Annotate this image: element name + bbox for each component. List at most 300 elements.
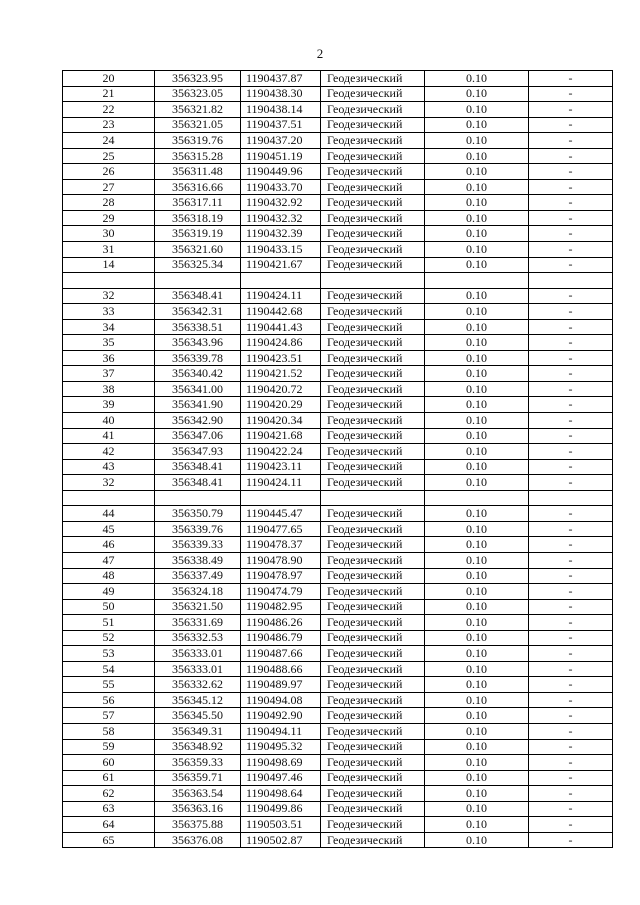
x-coordinate-cell: 356339.33 [155,537,241,553]
y-coordinate-cell: 1190489.97 [241,677,321,693]
method-cell: Геодезический [321,521,425,537]
y-coordinate-cell: 1190488.66 [241,661,321,677]
table-row [63,475,613,491]
table-row [63,646,613,662]
table-row [63,86,613,102]
note-cell [529,490,613,506]
point-number-cell: 51 [63,615,155,631]
method-cell: Геодезический [321,723,425,739]
y-coordinate-cell: 1190486.26 [241,615,321,631]
x-coordinate-cell: 356341.00 [155,381,241,397]
method-cell: Геодезический [321,552,425,568]
table-row [63,537,613,553]
accuracy-cell: 0.10 [425,832,529,848]
accuracy-cell: 0.10 [425,210,529,226]
table-row [63,117,613,133]
accuracy-cell: 0.10 [425,708,529,724]
accuracy-cell: 0.10 [425,506,529,522]
accuracy-cell: 0.10 [425,381,529,397]
y-coordinate-cell: 1190478.97 [241,568,321,584]
note-cell: - [529,552,613,568]
note-cell: - [529,459,613,475]
note-cell: - [529,86,613,102]
point-number-cell: 46 [63,537,155,553]
table-row [63,179,613,195]
y-coordinate-cell: 1190424.11 [241,475,321,491]
table-row [63,801,613,817]
y-coordinate-cell: 1190498.64 [241,786,321,802]
note-cell: - [529,801,613,817]
table-row [63,288,613,304]
accuracy-cell: 0.10 [425,739,529,755]
method-cell: Геодезический [321,475,425,491]
method-cell: Геодезический [321,117,425,133]
y-coordinate-cell: 1190421.68 [241,428,321,444]
accuracy-cell: 0.10 [425,770,529,786]
note-cell: - [529,584,613,600]
x-coordinate-cell: 356359.33 [155,755,241,771]
table-row [63,242,613,258]
note-cell: - [529,832,613,848]
method-cell: Геодезический [321,210,425,226]
point-number-cell: 49 [63,584,155,600]
x-coordinate-cell: 356332.53 [155,630,241,646]
table-row [63,615,613,631]
x-coordinate-cell: 356315.28 [155,148,241,164]
point-number-cell: 27 [63,179,155,195]
note-cell: - [529,568,613,584]
note-cell: - [529,770,613,786]
note-cell: - [529,646,613,662]
point-number-cell: 63 [63,801,155,817]
note-cell: - [529,755,613,771]
x-coordinate-cell: 356324.18 [155,584,241,600]
note-cell: - [529,117,613,133]
method-cell [321,273,425,289]
point-number-cell: 33 [63,304,155,320]
y-coordinate-cell: 1190437.87 [241,71,321,87]
x-coordinate-cell: 356317.11 [155,195,241,211]
x-coordinate-cell: 356375.88 [155,817,241,833]
note-cell: - [529,179,613,195]
note-cell [529,273,613,289]
accuracy-cell: 0.10 [425,444,529,460]
note-cell: - [529,615,613,631]
accuracy-cell: 0.10 [425,242,529,258]
y-coordinate-cell [241,273,321,289]
x-coordinate-cell: 356342.31 [155,304,241,320]
note-cell: - [529,428,613,444]
y-coordinate-cell: 1190423.51 [241,350,321,366]
point-number-cell: 20 [63,71,155,87]
accuracy-cell: 0.10 [425,521,529,537]
method-cell: Геодезический [321,692,425,708]
method-cell: Геодезический [321,350,425,366]
method-cell: Геодезический [321,770,425,786]
y-coordinate-cell: 1190433.15 [241,242,321,258]
accuracy-cell: 0.10 [425,646,529,662]
accuracy-cell: 0.10 [425,366,529,382]
note-cell: - [529,739,613,755]
accuracy-cell: 0.10 [425,71,529,87]
accuracy-cell: 0.10 [425,568,529,584]
y-coordinate-cell: 1190421.67 [241,257,321,273]
accuracy-cell: 0.10 [425,428,529,444]
point-number-cell: 65 [63,832,155,848]
point-number-cell: 30 [63,226,155,242]
method-cell: Геодезический [321,459,425,475]
point-number-cell: 36 [63,350,155,366]
point-number-cell: 58 [63,723,155,739]
note-cell: - [529,786,613,802]
x-coordinate-cell: 356347.93 [155,444,241,460]
x-coordinate-cell: 356348.92 [155,739,241,755]
accuracy-cell: 0.10 [425,661,529,677]
note-cell: - [529,102,613,118]
y-coordinate-cell: 1190442.68 [241,304,321,320]
method-cell: Геодезический [321,708,425,724]
x-coordinate-cell: 356339.76 [155,521,241,537]
point-number-cell: 23 [63,117,155,133]
table-row [63,397,613,413]
x-coordinate-cell: 356321.05 [155,117,241,133]
table-row [63,599,613,615]
x-coordinate-cell: 356325.34 [155,257,241,273]
method-cell: Геодезический [321,755,425,771]
table-row [63,381,613,397]
note-cell: - [529,71,613,87]
y-coordinate-cell: 1190477.65 [241,521,321,537]
method-cell: Геодезический [321,568,425,584]
x-coordinate-cell: 356350.79 [155,506,241,522]
accuracy-cell: 0.10 [425,335,529,351]
note-cell: - [529,257,613,273]
point-number-cell: 32 [63,288,155,304]
table-row [63,148,613,164]
y-coordinate-cell: 1190502.87 [241,832,321,848]
y-coordinate-cell: 1190420.34 [241,413,321,429]
note-cell: - [529,537,613,553]
method-cell: Геодезический [321,397,425,413]
coordinates-table-body [63,71,613,848]
y-coordinate-cell: 1190421.52 [241,366,321,382]
accuracy-cell: 0.10 [425,599,529,615]
method-cell: Геодезический [321,599,425,615]
y-coordinate-cell: 1190449.96 [241,164,321,180]
accuracy-cell: 0.10 [425,630,529,646]
note-cell: - [529,723,613,739]
accuracy-cell: 0.10 [425,817,529,833]
point-number-cell: 25 [63,148,155,164]
note-cell: - [529,599,613,615]
table-row [63,366,613,382]
point-number-cell: 29 [63,210,155,226]
y-coordinate-cell: 1190438.30 [241,86,321,102]
accuracy-cell: 0.10 [425,195,529,211]
point-number-cell: 57 [63,708,155,724]
accuracy-cell: 0.10 [425,459,529,475]
y-coordinate-cell: 1190499.86 [241,801,321,817]
y-coordinate-cell: 1190432.32 [241,210,321,226]
table-row [63,568,613,584]
x-coordinate-cell: 356339.78 [155,350,241,366]
y-coordinate-cell: 1190498.69 [241,755,321,771]
x-coordinate-cell: 356345.12 [155,692,241,708]
note-cell: - [529,708,613,724]
x-coordinate-cell: 356332.62 [155,677,241,693]
y-coordinate-cell: 1190492.90 [241,708,321,724]
method-cell: Геодезический [321,226,425,242]
y-coordinate-cell: 1190497.46 [241,770,321,786]
point-number-cell: 39 [63,397,155,413]
point-number-cell [63,273,155,289]
accuracy-cell: 0.10 [425,692,529,708]
method-cell: Геодезический [321,288,425,304]
point-number-cell: 56 [63,692,155,708]
point-number-cell: 48 [63,568,155,584]
accuracy-cell: 0.10 [425,397,529,413]
table-row [63,226,613,242]
point-number-cell: 26 [63,164,155,180]
note-cell: - [529,133,613,149]
table-row [63,210,613,226]
table-row [63,413,613,429]
method-cell: Геодезический [321,71,425,87]
note-cell: - [529,242,613,258]
point-number-cell: 50 [63,599,155,615]
y-coordinate-cell: 1190503.51 [241,817,321,833]
point-number-cell: 28 [63,195,155,211]
x-coordinate-cell: 356319.19 [155,226,241,242]
accuracy-cell: 0.10 [425,786,529,802]
point-number-cell: 38 [63,381,155,397]
point-number-cell: 55 [63,677,155,693]
y-coordinate-cell: 1190420.72 [241,381,321,397]
method-cell: Геодезический [321,319,425,335]
point-number-cell: 59 [63,739,155,755]
note-cell: - [529,288,613,304]
table-row [63,195,613,211]
y-coordinate-cell: 1190423.11 [241,459,321,475]
point-number-cell: 62 [63,786,155,802]
y-coordinate-cell: 1190474.79 [241,584,321,600]
note-cell: - [529,692,613,708]
note-cell: - [529,210,613,226]
x-coordinate-cell: 356359.71 [155,770,241,786]
x-coordinate-cell [155,490,241,506]
accuracy-cell: 0.10 [425,723,529,739]
note-cell: - [529,630,613,646]
accuracy-cell: 0.10 [425,537,529,553]
x-coordinate-cell: 356349.31 [155,723,241,739]
y-coordinate-cell: 1190486.79 [241,630,321,646]
point-number-cell: 47 [63,552,155,568]
x-coordinate-cell: 356311.48 [155,164,241,180]
x-coordinate-cell: 356333.01 [155,646,241,662]
method-cell: Геодезический [321,739,425,755]
x-coordinate-cell: 356316.66 [155,179,241,195]
y-coordinate-cell: 1190482.95 [241,599,321,615]
x-coordinate-cell: 356343.96 [155,335,241,351]
point-number-cell [63,490,155,506]
y-coordinate-cell: 1190441.43 [241,319,321,335]
accuracy-cell: 0.10 [425,148,529,164]
x-coordinate-cell: 356348.41 [155,475,241,491]
point-number-cell: 43 [63,459,155,475]
point-number-cell: 45 [63,521,155,537]
x-coordinate-cell: 356341.90 [155,397,241,413]
point-number-cell: 14 [63,257,155,273]
method-cell: Геодезический [321,832,425,848]
y-coordinate-cell: 1190445.47 [241,506,321,522]
accuracy-cell: 0.10 [425,102,529,118]
method-cell: Геодезический [321,366,425,382]
accuracy-cell: 0.10 [425,615,529,631]
accuracy-cell: 0.10 [425,584,529,600]
method-cell: Геодезический [321,335,425,351]
point-number-cell: 37 [63,366,155,382]
note-cell: - [529,397,613,413]
accuracy-cell: 0.10 [425,86,529,102]
y-coordinate-cell: 1190494.08 [241,692,321,708]
note-cell: - [529,444,613,460]
y-coordinate-cell: 1190424.11 [241,288,321,304]
y-coordinate-cell: 1190451.19 [241,148,321,164]
note-cell: - [529,148,613,164]
method-cell: Геодезический [321,148,425,164]
point-number-cell: 31 [63,242,155,258]
point-number-cell: 32 [63,475,155,491]
y-coordinate-cell: 1190432.92 [241,195,321,211]
accuracy-cell: 0.10 [425,288,529,304]
x-coordinate-cell: 356347.06 [155,428,241,444]
accuracy-cell: 0.10 [425,304,529,320]
y-coordinate-cell: 1190433.70 [241,179,321,195]
y-coordinate-cell: 1190494.11 [241,723,321,739]
x-coordinate-cell: 356348.41 [155,288,241,304]
note-cell: - [529,475,613,491]
x-coordinate-cell: 356321.50 [155,599,241,615]
x-coordinate-cell: 356363.16 [155,801,241,817]
x-coordinate-cell: 356337.49 [155,568,241,584]
note-cell: - [529,304,613,320]
point-number-cell: 35 [63,335,155,351]
point-number-cell: 34 [63,319,155,335]
note-cell: - [529,226,613,242]
table-row [63,71,613,87]
method-cell: Геодезический [321,164,425,180]
table-row [63,428,613,444]
table-row [63,335,613,351]
method-cell: Геодезический [321,537,425,553]
x-coordinate-cell: 356323.05 [155,86,241,102]
x-coordinate-cell: 356338.51 [155,319,241,335]
table-row [63,444,613,460]
table-gap-row [63,273,613,289]
y-coordinate-cell: 1190424.86 [241,335,321,351]
accuracy-cell: 0.10 [425,552,529,568]
method-cell: Геодезический [321,646,425,662]
x-coordinate-cell: 356342.90 [155,413,241,429]
table-row [63,164,613,180]
x-coordinate-cell: 356333.01 [155,661,241,677]
method-cell: Геодезический [321,615,425,631]
note-cell: - [529,521,613,537]
table-row [63,755,613,771]
y-coordinate-cell: 1190438.14 [241,102,321,118]
table-row [63,770,613,786]
table-row [63,459,613,475]
point-number-cell: 53 [63,646,155,662]
accuracy-cell [425,273,529,289]
point-number-cell: 40 [63,413,155,429]
table-row [63,723,613,739]
note-cell: - [529,164,613,180]
x-coordinate-cell: 356319.76 [155,133,241,149]
accuracy-cell: 0.10 [425,179,529,195]
method-cell: Геодезический [321,102,425,118]
table-row [63,692,613,708]
point-number-cell: 54 [63,661,155,677]
table-row [63,739,613,755]
method-cell: Геодезический [321,506,425,522]
accuracy-cell: 0.10 [425,257,529,273]
point-number-cell: 52 [63,630,155,646]
x-coordinate-cell: 356318.19 [155,210,241,226]
method-cell: Геодезический [321,817,425,833]
point-number-cell: 21 [63,86,155,102]
method-cell: Геодезический [321,381,425,397]
y-coordinate-cell: 1190437.20 [241,133,321,149]
point-number-cell: 41 [63,428,155,444]
accuracy-cell: 0.10 [425,413,529,429]
point-number-cell: 24 [63,133,155,149]
method-cell: Геодезический [321,786,425,802]
y-coordinate-cell: 1190487.66 [241,646,321,662]
method-cell: Геодезический [321,195,425,211]
table-row [63,661,613,677]
y-coordinate-cell: 1190495.32 [241,739,321,755]
point-number-cell: 60 [63,755,155,771]
x-coordinate-cell: 356338.49 [155,552,241,568]
table-row [63,506,613,522]
method-cell: Геодезический [321,413,425,429]
accuracy-cell: 0.10 [425,117,529,133]
method-cell: Геодезический [321,661,425,677]
accuracy-cell: 0.10 [425,801,529,817]
table-row [63,832,613,848]
x-coordinate-cell: 356376.08 [155,832,241,848]
note-cell: - [529,335,613,351]
method-cell [321,490,425,506]
x-coordinate-cell: 356321.60 [155,242,241,258]
y-coordinate-cell: 1190478.90 [241,552,321,568]
method-cell: Геодезический [321,630,425,646]
table-row [63,257,613,273]
note-cell: - [529,413,613,429]
point-number-cell: 64 [63,817,155,833]
method-cell: Геодезический [321,86,425,102]
method-cell: Геодезический [321,133,425,149]
coordinates-table [62,70,613,848]
method-cell: Геодезический [321,428,425,444]
x-coordinate-cell: 356348.41 [155,459,241,475]
x-coordinate-cell: 356340.42 [155,366,241,382]
method-cell: Геодезический [321,677,425,693]
table-row [63,552,613,568]
x-coordinate-cell: 356321.82 [155,102,241,118]
x-coordinate-cell: 356345.50 [155,708,241,724]
